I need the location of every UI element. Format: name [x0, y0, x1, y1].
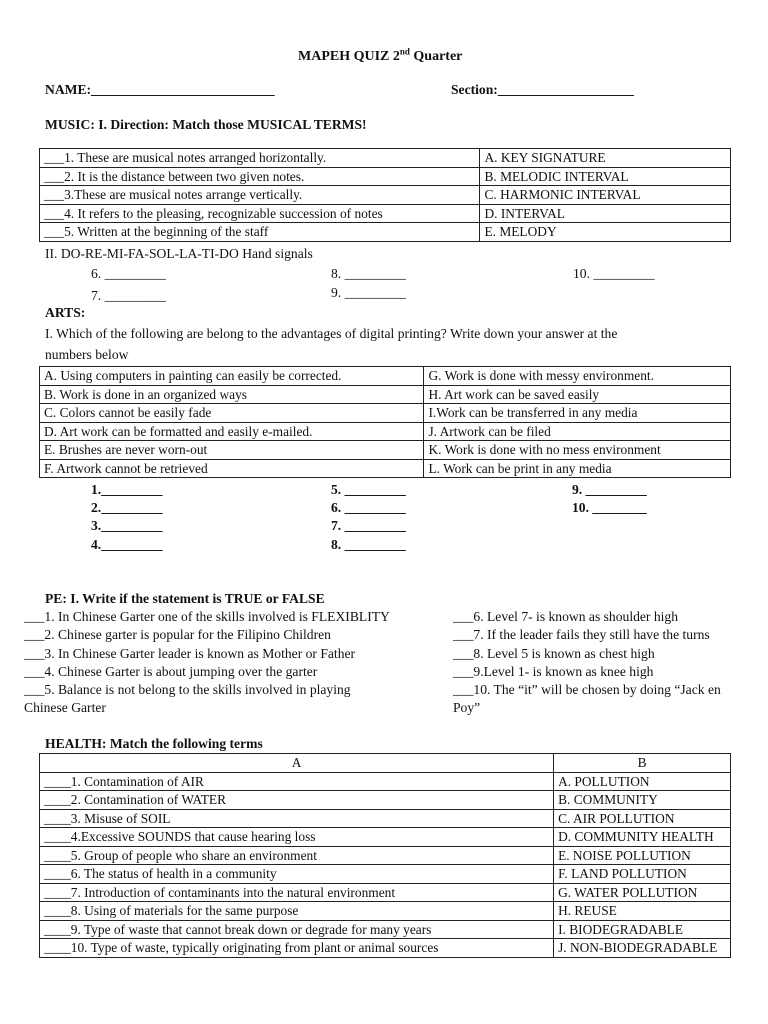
question-cell: ____9. Type of waste that cannot break down or degrade for many years: [40, 920, 554, 939]
question-cell: ____5. Group of people who share an environment: [40, 846, 554, 865]
question-cell: ____3. Misuse of SOIL: [40, 809, 554, 828]
answer-cell: H. REUSE: [554, 902, 731, 921]
answer-blank: 4._________: [91, 537, 163, 552]
table-row: [40, 809, 731, 828]
question-cell: ____6. The status of health in a community: [40, 865, 554, 884]
true-false-item: ___2. Chinese garter is popular for the Filipino Children: [24, 627, 331, 642]
name-field-label: NAME:___________________________: [45, 82, 275, 97]
choice-cell: L. Work can be print in any media: [424, 459, 731, 478]
answer-blank: 6. _________: [331, 500, 406, 515]
answer-cell: E. NOISE POLLUTION: [554, 846, 731, 865]
answer-cell: F. LAND POLLUTION: [554, 865, 731, 884]
true-false-item: ___5. Balance is not belong to the skills involved in playing: [24, 682, 351, 697]
table-row: [40, 865, 731, 884]
table-row: [40, 772, 731, 791]
question-cell: ____4.Excessive SOUNDS that cause hearing loss: [40, 828, 554, 847]
answer-cell: B. MELODIC INTERVAL: [480, 167, 731, 186]
table-row: [40, 422, 731, 441]
answer-cell: A. POLLUTION: [554, 772, 731, 791]
answer-blank: 7. _________: [331, 518, 406, 533]
answer-cell: E. MELODY: [480, 223, 731, 242]
question-cell: ___1. These are musical notes arranged horizontally.: [40, 149, 480, 168]
arts-instruction-continued: numbers below: [45, 347, 129, 362]
question-cell: ___3.These are musical notes arrange vertically.: [40, 186, 480, 205]
page-title: MAPEH QUIZ 2nd Quarter: [298, 46, 463, 64]
table-row: [40, 920, 731, 939]
choice-cell: F. Artwork cannot be retrieved: [40, 459, 424, 478]
answer-blank: 6. _________: [91, 266, 166, 281]
table-row: [40, 367, 731, 386]
choice-cell: G. Work is done with messy environment.: [424, 367, 731, 386]
answer-blank: 1._________: [91, 482, 163, 497]
true-false-item: ___10. The “it” will be chosen by doing “Jack en: [453, 682, 721, 697]
choice-cell: I.Work can be transferred in any media: [424, 404, 731, 423]
choice-cell: D. Art work can be formatted and easily e-mailed.: [40, 422, 424, 441]
answer-blank: 10. _________: [573, 266, 655, 281]
section-field-label: Section:____________________: [451, 82, 634, 97]
answer-cell: J. NON-BIODEGRADABLE: [554, 939, 731, 958]
answer-cell: C. HARMONIC INTERVAL: [480, 186, 731, 205]
music-heading: MUSIC: I. Direction: Match those MUSICAL TERMS!: [45, 117, 367, 132]
table-row: [40, 828, 731, 847]
answer-blank: 3._________: [91, 518, 163, 533]
table-row: [40, 791, 731, 810]
answer-blank: 9. _________: [331, 285, 406, 300]
choice-cell: H. Art work can be saved easily: [424, 385, 731, 404]
music-matching-table: [39, 148, 731, 242]
question-cell: ____8. Using of materials for the same purpose: [40, 902, 554, 921]
question-cell: ____7. Introduction of contaminants into the natural environment: [40, 883, 554, 902]
arts-choices-table: [39, 366, 731, 478]
question-cell: ____2. Contamination of WATER: [40, 791, 554, 810]
choice-cell: B. Work is done in an organized ways: [40, 385, 424, 404]
table-row: [40, 385, 731, 404]
true-false-item: ___1. In Chinese Garter one of the skills involved is FLEXIBLITY: [24, 609, 390, 624]
table-row: [40, 404, 731, 423]
column-header-a: A: [40, 754, 554, 773]
answer-blank: 2._________: [91, 500, 163, 515]
arts-instruction: I. Which of the following are belong to the advantages of digital printing? Write down your answer at the: [45, 326, 618, 341]
table-row: [40, 902, 731, 921]
answer-blank: 8. _________: [331, 266, 406, 281]
health-matching-table: [39, 753, 731, 958]
question-cell: ___2. It is the distance between two given notes.: [40, 167, 480, 186]
choice-cell: K. Work is done with no mess environment: [424, 441, 731, 460]
choice-cell: E. Brushes are never worn-out: [40, 441, 424, 460]
true-false-item-continued: Chinese Garter: [24, 700, 106, 715]
table-row: [40, 459, 731, 478]
true-false-item: ___9.Level 1- is known as knee high: [453, 664, 654, 679]
table-row: [40, 223, 731, 242]
health-heading: HEALTH: Match the following terms: [45, 736, 263, 751]
true-false-item: ___3. In Chinese Garter leader is known as Mother or Father: [24, 646, 356, 661]
choice-cell: A. Using computers in painting can easily be corrected.: [40, 367, 424, 386]
true-false-item: ___6. Level 7- is known as shoulder high: [453, 609, 679, 624]
table-row: [40, 149, 731, 168]
question-cell: ___4. It refers to the pleasing, recognizable succession of notes: [40, 204, 480, 223]
table-row: [40, 186, 731, 205]
choice-cell: J. Artwork can be filed: [424, 422, 731, 441]
true-false-item-continued: Poy”: [453, 700, 481, 715]
arts-heading: ARTS:: [45, 305, 86, 320]
hand-signals-instruction: II. DO-RE-MI-FA-SOL-LA-TI-DO Hand signals: [45, 246, 313, 261]
question-cell: ____10. Type of waste, typically originating from plant or animal sources: [40, 939, 554, 958]
pe-heading: PE: I. Write if the statement is TRUE or FALSE: [45, 591, 325, 606]
true-false-item: ___4. Chinese Garter is about jumping over the garter: [24, 664, 318, 679]
question-cell: ___5. Written at the beginning of the staff: [40, 223, 480, 242]
table-row: [40, 204, 731, 223]
answer-blank: 8. _________: [331, 537, 406, 552]
answer-blank: 5. _________: [331, 482, 406, 497]
answer-cell: D. COMMUNITY HEALTH: [554, 828, 731, 847]
answer-cell: D. INTERVAL: [480, 204, 731, 223]
table-row: [40, 883, 731, 902]
answer-blank: 7. _________: [91, 288, 166, 303]
answer-cell: A. KEY SIGNATURE: [480, 149, 731, 168]
answer-cell: B. COMMUNITY: [554, 791, 731, 810]
answer-cell: G. WATER POLLUTION: [554, 883, 731, 902]
table-row: [40, 167, 731, 186]
answer-blank: 10. ________: [572, 500, 647, 515]
true-false-item: ___7. If the leader fails they still have the turns: [453, 627, 710, 642]
table-row: [40, 939, 731, 958]
table-header-row: [40, 754, 731, 773]
question-cell: ____1. Contamination of AIR: [40, 772, 554, 791]
table-row: [40, 846, 731, 865]
choice-cell: C. Colors cannot be easily fade: [40, 404, 424, 423]
column-header-b: B: [554, 754, 731, 773]
answer-cell: C. AIR POLLUTION: [554, 809, 731, 828]
table-row: [40, 441, 731, 460]
answer-blank: 9. _________: [572, 482, 647, 497]
true-false-item: ___8. Level 5 is known as chest high: [453, 646, 655, 661]
answer-cell: I. BIODEGRADABLE: [554, 920, 731, 939]
